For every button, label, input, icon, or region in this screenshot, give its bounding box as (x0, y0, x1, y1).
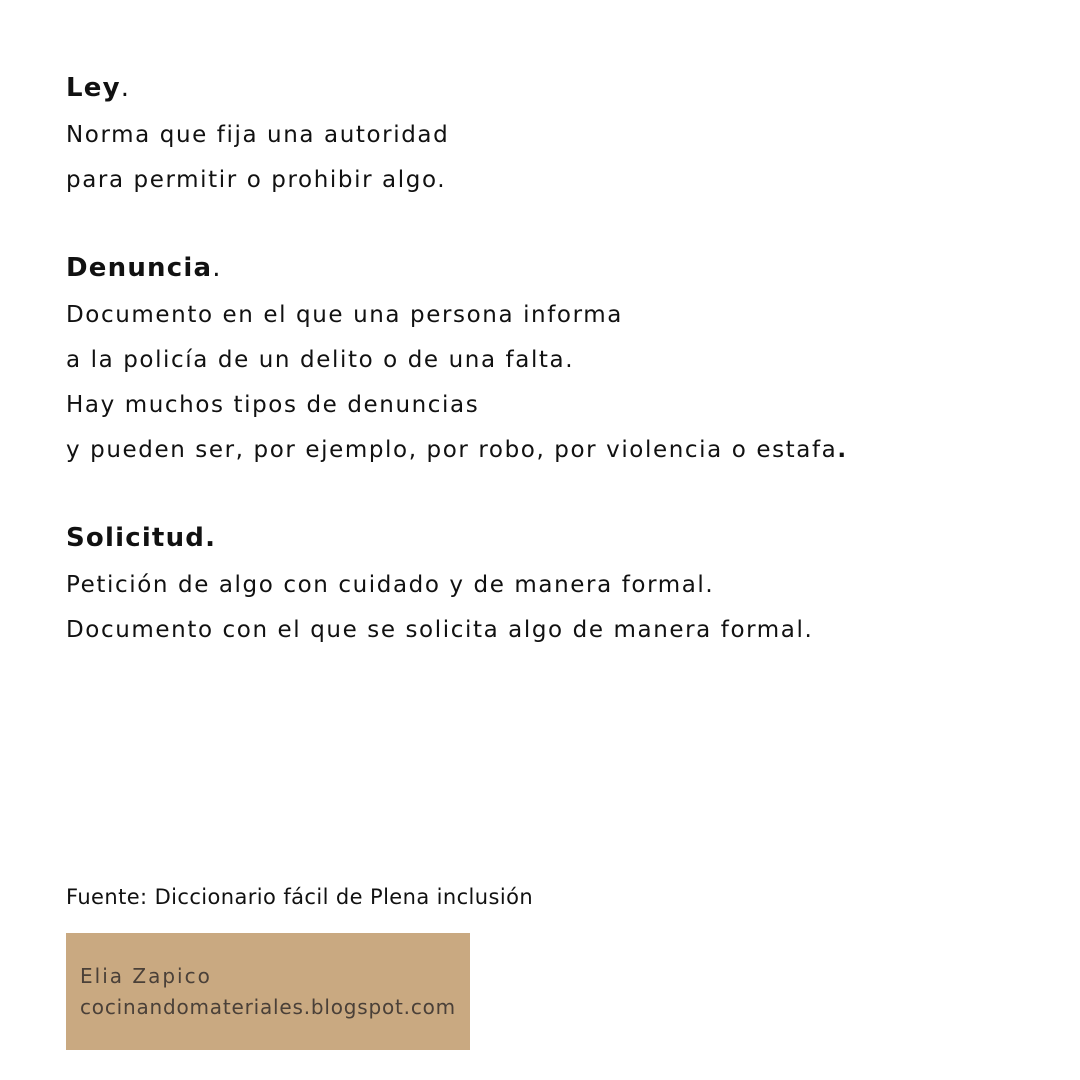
term-word: Denuncia (66, 253, 213, 283)
source-note: Fuente: Diccionario fácil de Plena inclusión (66, 885, 534, 909)
definition-line: Documento en el que una persona informa (66, 302, 623, 328)
entry-denuncia (66, 248, 1026, 473)
glossary (66, 68, 1026, 698)
entry-solicitud (66, 518, 1026, 653)
term-heading (66, 248, 1026, 288)
term-period: . (120, 73, 131, 103)
definition-line: Documento con el que se solicita algo de manera formal. (66, 617, 814, 643)
credit-box (66, 933, 470, 1050)
entry-ley (66, 68, 1026, 203)
definition-text: y pueden ser, por ejemplo, por robo, por violencia o estafa (66, 437, 838, 463)
definition-line: Hay muchos tipos de denuncias (66, 392, 480, 418)
term-heading (66, 68, 1026, 108)
definition-line: Norma que fija una autoridad (66, 122, 450, 148)
term-word: Ley (66, 73, 121, 103)
definition-end-period: . (837, 437, 848, 463)
term-heading (66, 518, 1026, 558)
author-name: Elia Zapico (80, 964, 212, 988)
term-word: Solicitud. (66, 523, 217, 553)
definition-line: para permitir o prohibir algo. (66, 167, 447, 193)
definition-line: a la policía de un delito o de una falta. (66, 347, 575, 373)
term-period: . (212, 253, 222, 283)
definition-line (66, 428, 1026, 473)
website-url: cocinandomateriales.blogspot.com (80, 995, 456, 1019)
definition-line: Petición de algo con cuidado y de manera formal. (66, 572, 715, 598)
